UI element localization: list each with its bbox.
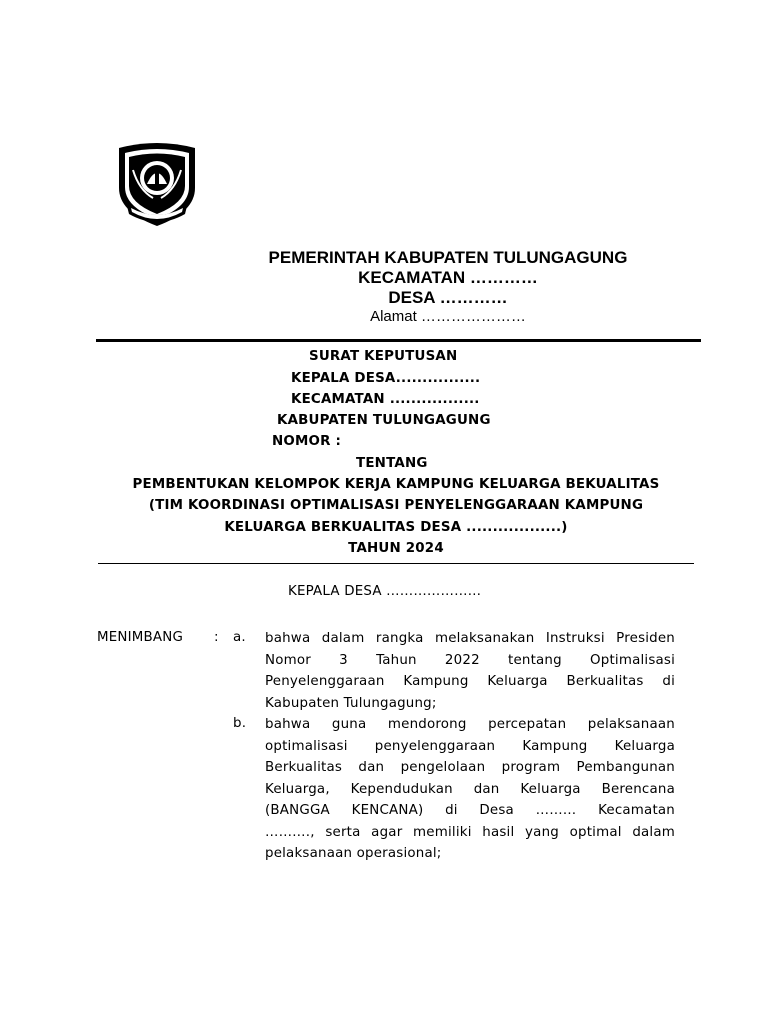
paragraph-line: Keluarga, Kependudukan dan Keluarga Berencana [265, 781, 675, 797]
menimbang-label: MENIMBANG [97, 630, 184, 645]
letterhead-government: PEMERINTAH KABUPATEN TULUNGAGUNG [268, 248, 628, 267]
letterhead-divider [96, 339, 701, 342]
item-a-paragraph [265, 628, 675, 714]
regency-coat-of-arms-logo [113, 140, 201, 228]
issuer-kepala-desa: KEPALA DESA ………………… [288, 584, 482, 599]
title-subject-line-2: (TIM KOORDINASI OPTIMALISASI PENYELENGGARAAN KAMPUNG [148, 498, 644, 513]
paragraph-line: Berkualitas dan pengelolaan program Pembangunan [265, 760, 675, 775]
paragraph-line: (BANGGA KENCANA) di Desa ……… Kecamatan [265, 803, 675, 818]
item-a-marker: a. [233, 630, 246, 645]
title-tentang: TENTANG [356, 456, 428, 471]
title-divider [98, 563, 694, 564]
title-nomor: NOMOR : [272, 434, 342, 449]
title-kepala-desa: KEPALA DESA................ [291, 371, 481, 386]
letterhead-address: Alamat ………………… [370, 308, 526, 325]
item-b-marker: b. [233, 716, 247, 731]
menimbang-colon: : [214, 630, 219, 645]
title-tahun: TAHUN 2024 [348, 541, 444, 556]
paragraph-line: Penyelenggaraan Kampung Keluarga Berkualitas di [265, 674, 675, 689]
paragraph-line: optimalisasi penyelenggaraan Kampung Keluarga [265, 738, 675, 754]
paragraph-line: bahwa dalam rangka melaksanakan Instruksi Presiden [265, 631, 675, 646]
letterhead-district: KECAMATAN ………… [358, 268, 538, 287]
title-kecamatan: KECAMATAN ................. [291, 392, 480, 407]
title-surat-keputusan: SURAT KEPUTUSAN [309, 349, 458, 364]
paragraph-line: Kabupaten Tulungagung; [265, 695, 437, 711]
title-subject-line-3: KELUARGA BERKUALITAS DESA ..................) [224, 520, 568, 535]
paragraph-line: pelaksanaan operasional; [265, 846, 442, 861]
item-b-paragraph [265, 714, 675, 865]
title-kabupaten: KABUPATEN TULUNGAGUNG [277, 413, 491, 428]
letterhead-village: DESA ………… [388, 288, 508, 307]
title-subject-line-1: PEMBENTUKAN KELOMPOK KERJA KAMPUNG KELUARGA BEKUALITAS [132, 477, 660, 492]
paragraph-line: Nomor 3 Tahun 2022 tentang Optimalisasi [265, 652, 675, 668]
paragraph-line: bahwa guna mendorong percepatan pelaksanaan [265, 717, 675, 732]
paragraph-line: ………., serta agar memiliki hasil yang optimal dalam [265, 824, 675, 840]
